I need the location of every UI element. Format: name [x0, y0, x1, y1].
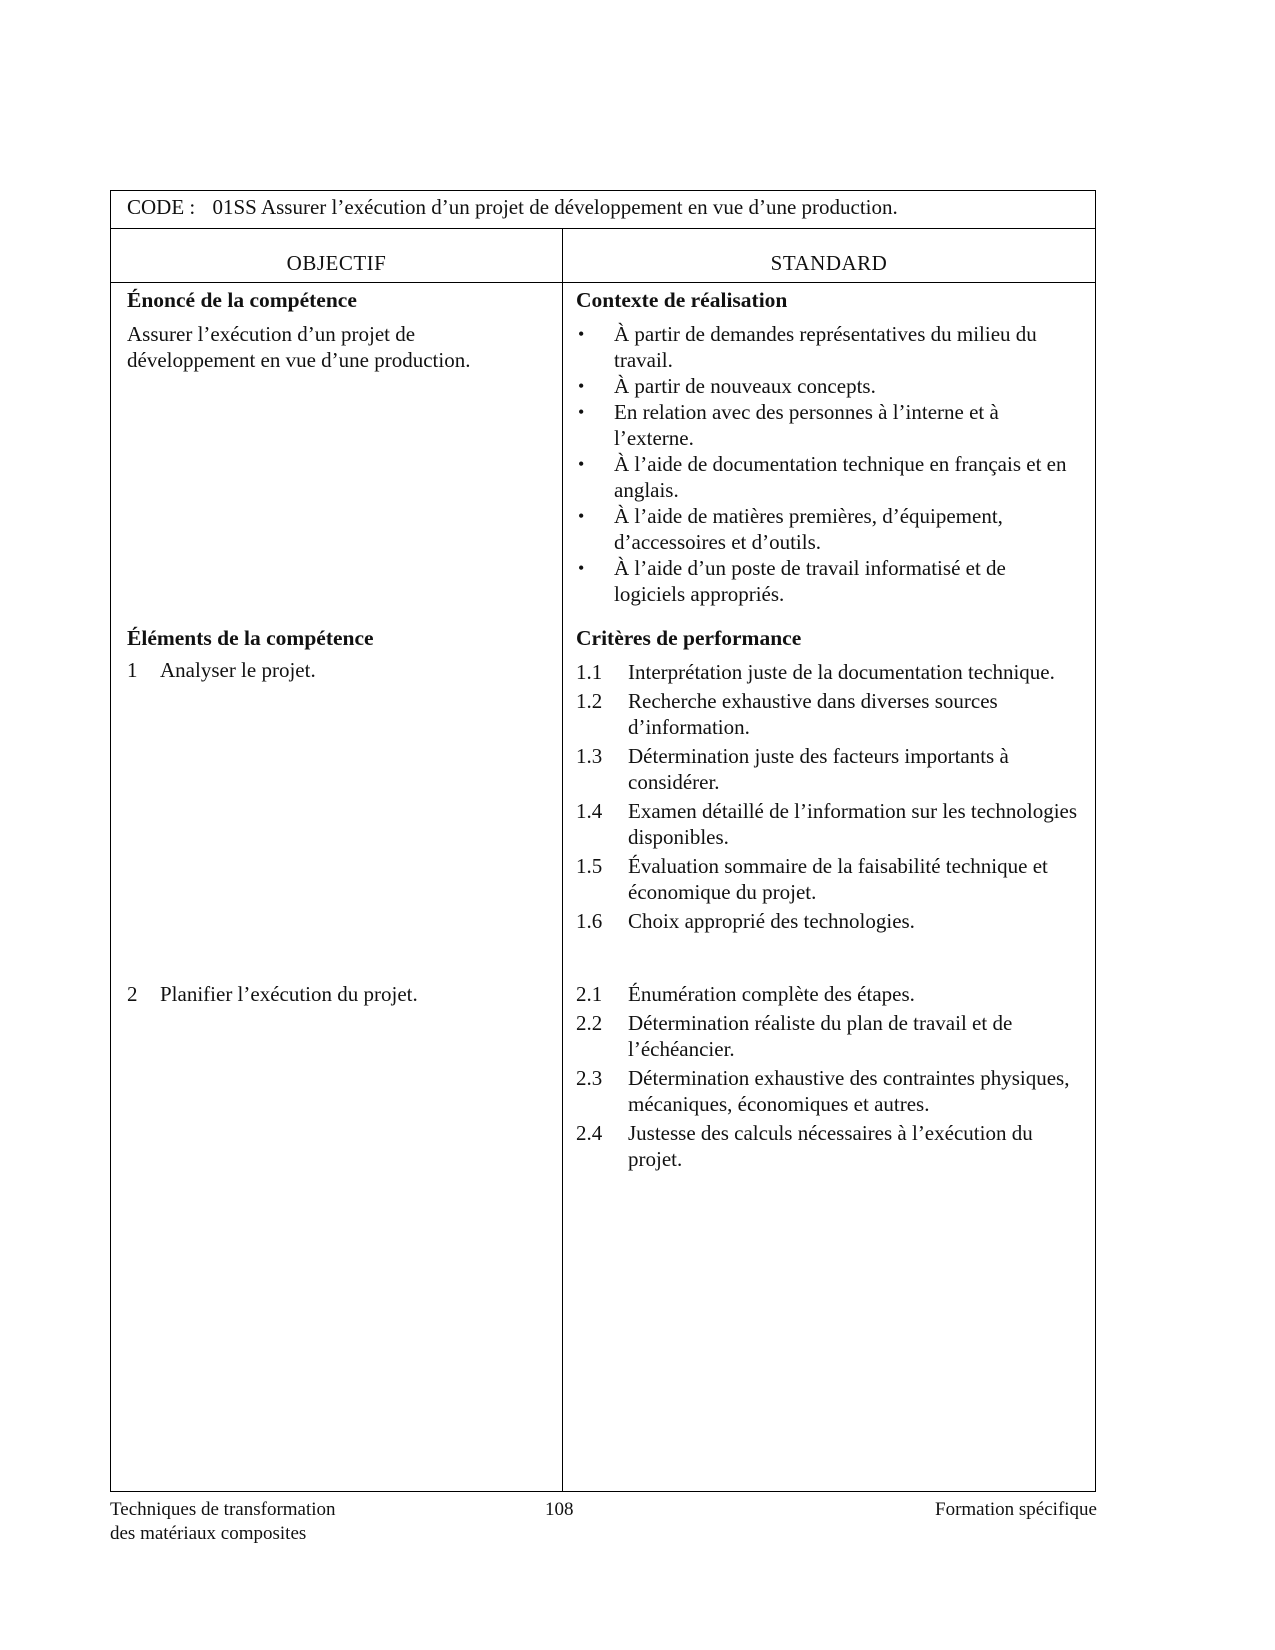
list-item: • En relation avec des personnes à l’interne et à l’externe. [578, 400, 999, 450]
critere-item: 1.5 Évaluation sommaire de la faisabilité technique et économique du projet. [576, 854, 1048, 904]
page-number: 108 [545, 1499, 574, 1520]
list-item: • À partir de nouveaux concepts. [578, 374, 876, 398]
list-item: • À l’aide de documentation technique en français et en anglais. [578, 452, 1067, 502]
element-number: 1 [127, 658, 138, 682]
contexte-list [576, 321, 1076, 607]
footer-program [110, 1498, 336, 1546]
elements-title: Éléments de la compétence [127, 626, 374, 650]
critere-item: 1.6 Choix approprié des technologies. [576, 909, 915, 933]
bullet-icon: • [578, 376, 585, 396]
element-text: Planifier l’exécution du projet. [160, 982, 418, 1006]
criteres-group-2 [576, 981, 1081, 1175]
element-item [127, 981, 418, 1007]
bullet-icon: • [578, 506, 585, 526]
footer-program-line2: des matériaux composites [110, 1523, 307, 1544]
column-divider [562, 229, 563, 1491]
critere-item: 1.3 Détermination juste des facteurs importants à considérer. [576, 744, 1009, 794]
header-objectif: OBJECTIF [286, 251, 387, 275]
critere-item: 1.2 Recherche exhaustive dans diverses sources d’information. [576, 689, 998, 739]
criteres-title: Critères de performance [576, 626, 802, 650]
enonce-text-line2: développement en vue d’une production. [127, 348, 471, 372]
criteres-section [576, 625, 1081, 937]
footer-section: Formation spécifique [935, 1499, 1097, 1520]
critere-item: 1.4 Examen détaillé de l’information sur les technologies disponibles. [576, 799, 1078, 849]
element-number: 2 [127, 982, 138, 1006]
header-standard: STANDARD [770, 251, 888, 275]
code-label: CODE : [127, 195, 196, 219]
standard-column [576, 287, 1076, 607]
objectif-column [127, 287, 547, 373]
code-title: Assurer l’exécution d’un projet de développement en vue d’une production. [260, 195, 898, 219]
bullet-icon: • [578, 402, 585, 422]
element-item [127, 657, 316, 683]
bullet-icon: • [578, 558, 585, 578]
critere-item: 2.2 Détermination réaliste du plan de travail et de l’échéancier. [576, 1011, 1013, 1061]
critere-item: 2.3 Détermination exhaustive des contraintes physiques, mécaniques, économiques et autres. [576, 1066, 1070, 1116]
critere-item: 2.1 Énumération complète des étapes. [576, 982, 915, 1006]
element-text: Analyser le projet. [160, 658, 316, 682]
bullet-icon: • [578, 324, 585, 344]
list-item: • À l’aide d’un poste de travail informatisé et de logiciels appropriés. [578, 556, 1006, 606]
code-row [111, 191, 1095, 229]
bullet-icon: • [578, 454, 585, 474]
critere-item: 2.4 Justesse des calculs nécessaires à l’exécution du projet. [576, 1121, 1033, 1171]
list-item: • À l’aide de matières premières, d’équipement, d’accessoires et d’outils. [578, 504, 1003, 554]
footer-program-line1: Techniques de transformation [110, 1499, 336, 1520]
competence-table [110, 190, 1096, 1492]
enonce-text-line1: Assurer l’exécution d’un projet de [127, 322, 416, 346]
enonce-title: Énoncé de la compétence [127, 288, 357, 312]
contexte-title: Contexte de réalisation [576, 288, 788, 312]
code-value: 01SS [212, 195, 257, 219]
critere-item: 1.1 Interprétation juste de la documentation technique. [576, 660, 1055, 684]
list-item: • À partir de demandes représentatives du milieu du travail. [578, 322, 1037, 372]
header-row [111, 229, 1095, 283]
